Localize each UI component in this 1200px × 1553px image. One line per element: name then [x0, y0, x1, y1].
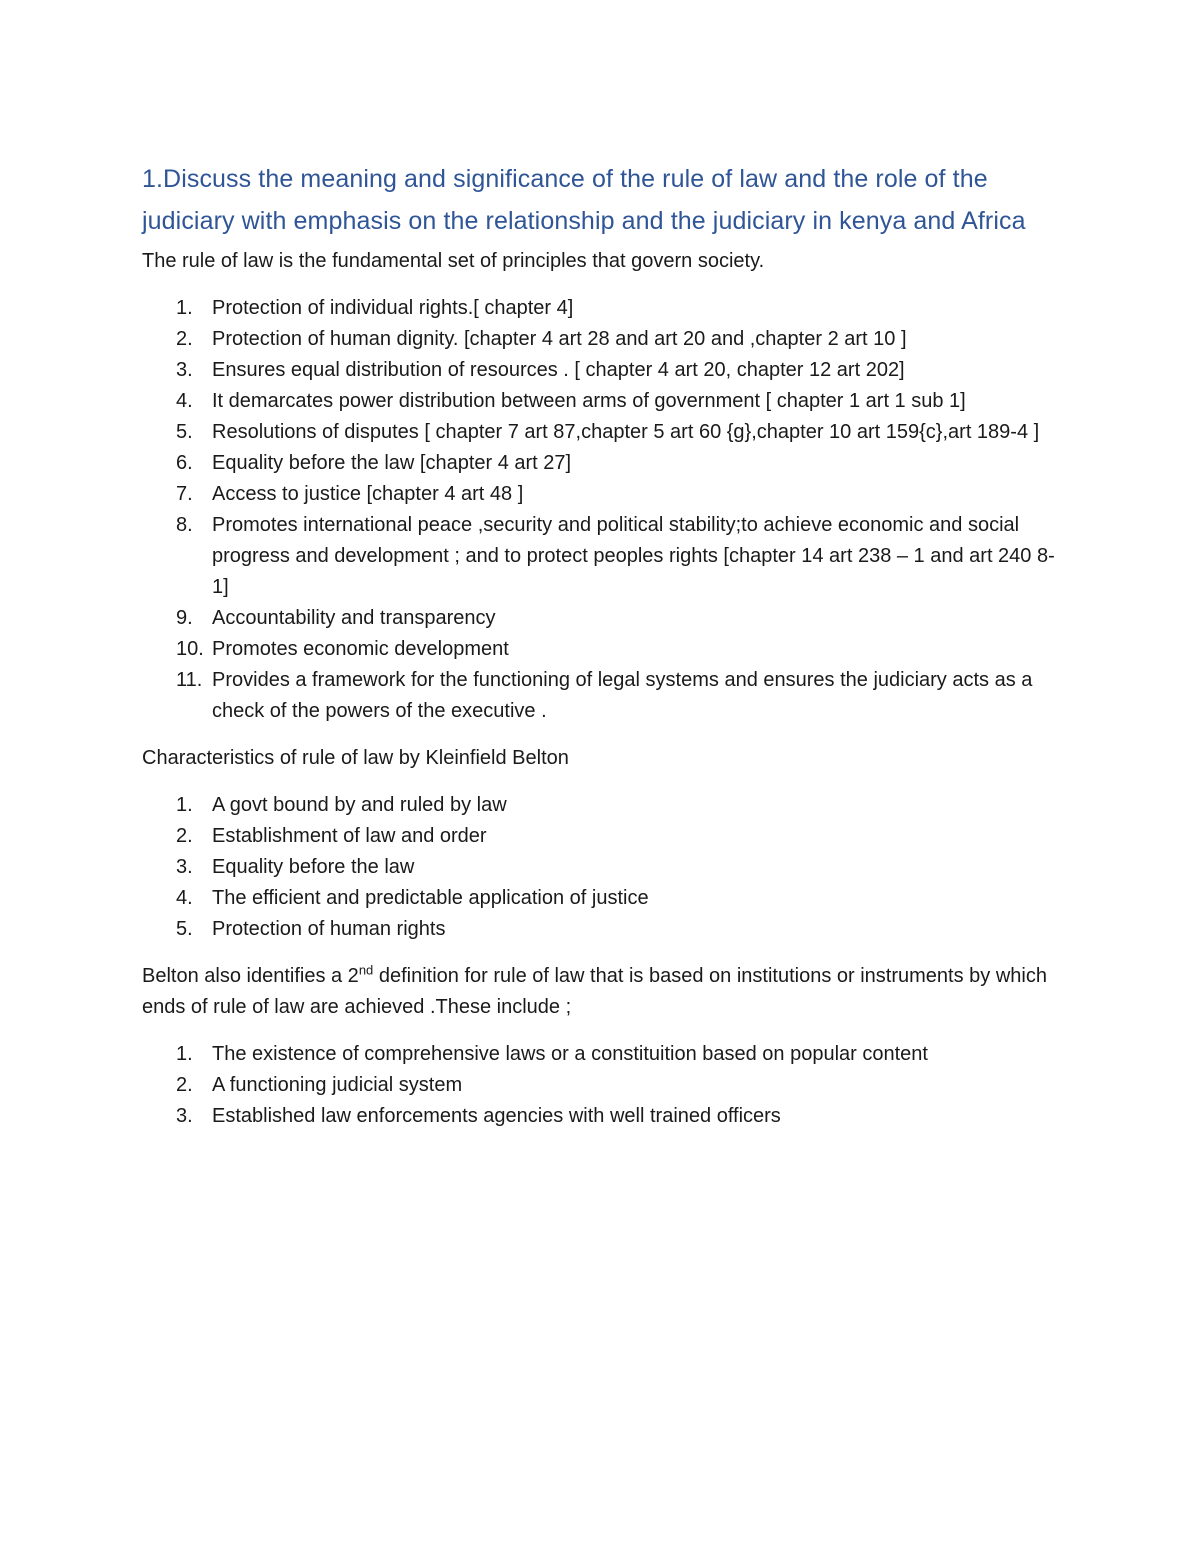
list-item — [142, 1039, 1062, 1070]
list-item-number: 11. — [176, 669, 203, 691]
list-item-text: A govt bound by and ruled by law — [212, 794, 507, 816]
list-item-number: 2. — [176, 328, 193, 350]
intro-paragraph: The rule of law is the fundamental set of principles that govern society. — [142, 250, 765, 272]
list-item — [142, 324, 1062, 355]
list-item-text: The efficient and predictable application of justice — [212, 887, 649, 909]
list-item-text: Access to justice [chapter 4 art 48 ] — [212, 483, 524, 505]
list-item-text: Protection of human rights — [212, 918, 446, 940]
list-item-number: 4. — [176, 390, 193, 412]
list-item — [142, 914, 1062, 945]
list-item — [142, 448, 1062, 479]
list-item — [142, 821, 1062, 852]
list-item-number: 5. — [176, 918, 193, 940]
significance-list — [142, 293, 1062, 727]
list-item-number: 4. — [176, 887, 193, 909]
list-item-text: Promotes economic development — [212, 638, 509, 660]
list-item — [142, 1101, 1062, 1132]
list-item-text: Protection of human dignity. [chapter 4 art 28 and art 20 and ,chapter 2 art 10 ] — [212, 328, 907, 350]
list-item-number: 7. — [176, 483, 193, 505]
characteristics-title: Characteristics of rule of law by Kleinfield Belton — [142, 747, 569, 769]
belton-paragraph — [142, 961, 1062, 1023]
list-item — [142, 355, 1062, 386]
list-item-text: Accountability and transparency — [212, 607, 496, 629]
list-item — [142, 479, 1062, 510]
list-item — [142, 603, 1062, 634]
list-item-text: Established law enforcements agencies with well trained officers — [212, 1105, 781, 1127]
list-item-text: Equality before the law — [212, 856, 415, 878]
list-item-text: A functioning judicial system — [212, 1074, 463, 1096]
list-item — [142, 417, 1062, 448]
list-item — [142, 634, 1062, 665]
belton-text-start: Belton also identifies a 2 — [142, 965, 359, 987]
list-item-text: The existence of comprehensive laws or a constituition based on popular content — [212, 1043, 928, 1065]
belton-text-end: definition for rule of law that is based on institutions or instruments by which ends of rule of law are achieved .These include ; — [142, 965, 1047, 1018]
list-item — [142, 386, 1062, 417]
list-item-number: 2. — [176, 825, 193, 847]
list-item-number: 3. — [176, 1105, 193, 1127]
list-item — [142, 665, 1062, 727]
list-item-number: 5. — [176, 421, 193, 443]
list-item-number: 9. — [176, 607, 193, 629]
list-item — [142, 790, 1062, 821]
list-item — [142, 1070, 1062, 1101]
list-item — [142, 293, 1062, 324]
list-item-text: Establishment of law and order — [212, 825, 487, 847]
list-item — [142, 852, 1062, 883]
ordinal-suffix: nd — [358, 962, 374, 978]
list-item-number: 1. — [176, 794, 193, 816]
list-item-text: Resolutions of disputes [ chapter 7 art 87,chapter 5 art 60 {g},chapter 10 art 159{c},art 189-4 ] — [212, 421, 1040, 443]
list-item-text: Provides a framework for the functioning of legal systems and ensures the judiciary acts as a check of the powers of the executive . — [212, 669, 1033, 722]
question-heading: 1.Discuss the meaning and significance of the rule of law and the role of the judiciary with emphasis on the relationship and the judiciary in kenya and Africa — [142, 165, 1026, 235]
list-item-number: 3. — [176, 856, 193, 878]
list-item-number: 10. — [176, 638, 204, 660]
list-item-text: Ensures equal distribution of resources . [ chapter 4 art 20, chapter 12 art 202] — [212, 359, 905, 381]
list-item-number: 6. — [176, 452, 193, 474]
document-content — [142, 158, 1062, 1148]
list-item-number: 3. — [176, 359, 193, 381]
list-item-text: Promotes international peace ,security and political stability;to achieve economic and social progress and development ; and to protect peoples rights [chapter 14 art 238 – 1 and art 240 8-1] — [212, 514, 1055, 598]
list-item — [142, 510, 1062, 603]
list-item-number: 1. — [176, 297, 193, 319]
list-item-text: Equality before the law [chapter 4 art 27] — [212, 452, 572, 474]
list-item-number: 2. — [176, 1074, 193, 1096]
list-item-text: Protection of individual rights.[ chapter 4] — [212, 297, 574, 319]
list-item-number: 8. — [176, 514, 193, 536]
characteristics-list — [142, 790, 1062, 945]
list-item-number: 1. — [176, 1043, 193, 1065]
list-item — [142, 883, 1062, 914]
institutions-list — [142, 1039, 1062, 1132]
list-item-text: It demarcates power distribution between arms of government [ chapter 1 art 1 sub 1] — [212, 390, 966, 412]
